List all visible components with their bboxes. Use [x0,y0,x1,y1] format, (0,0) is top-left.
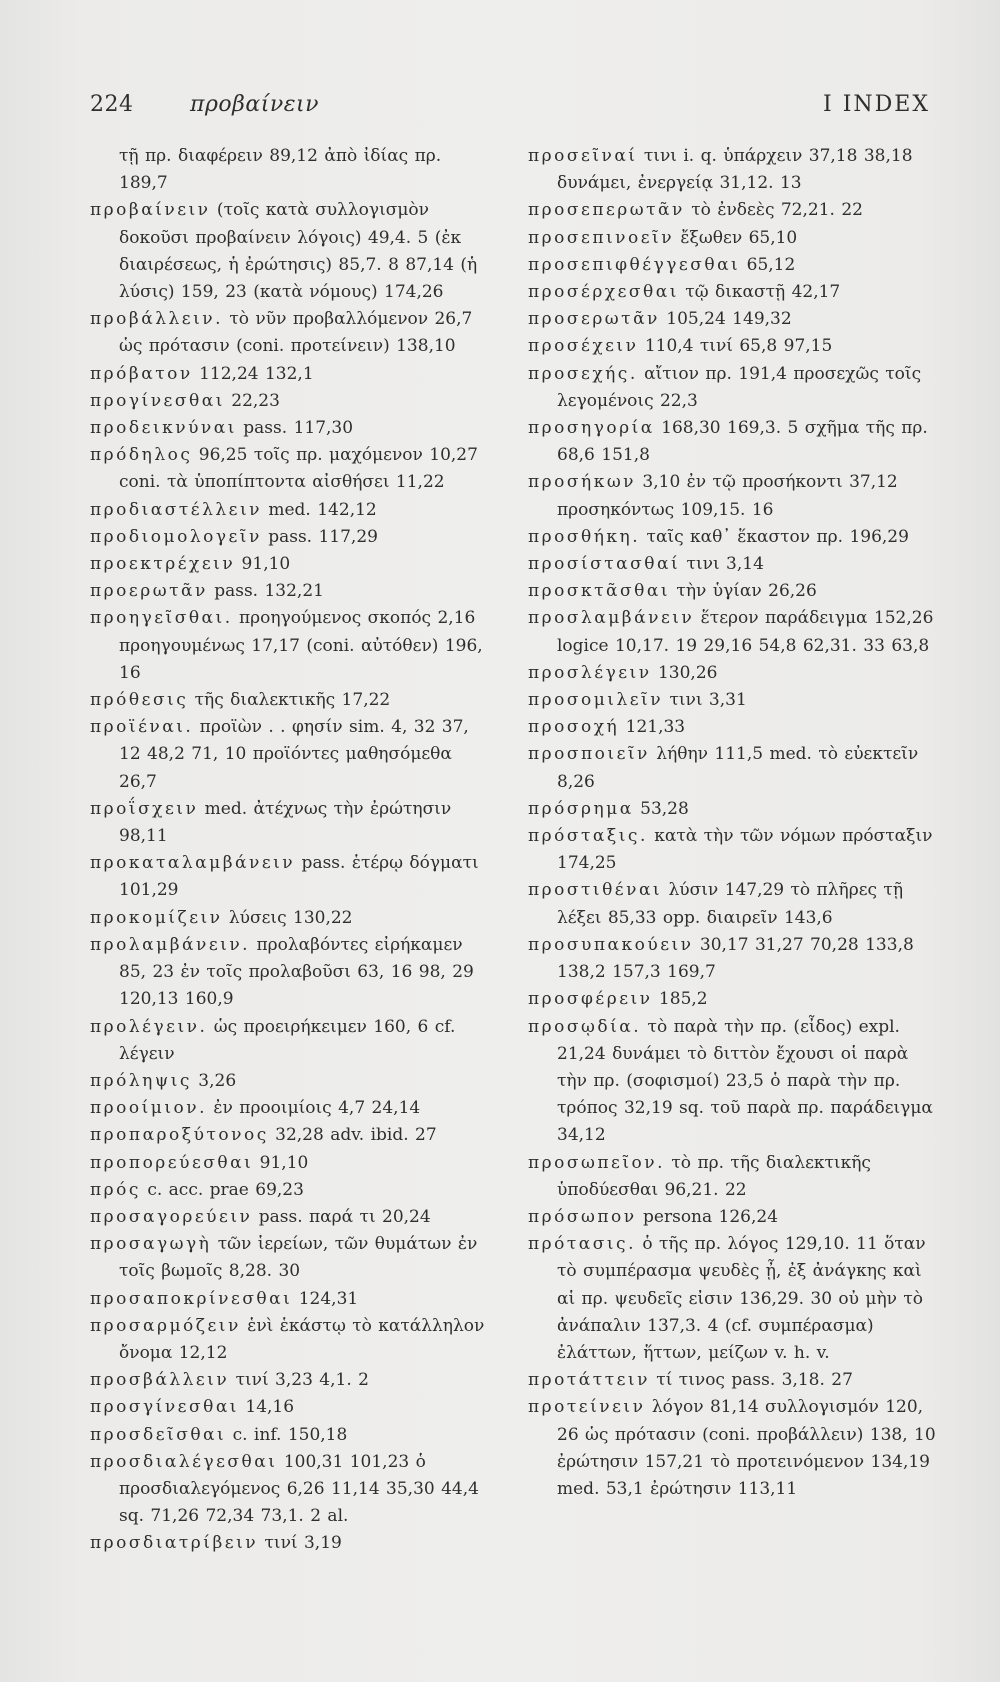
entry-references: 91,10 [253,1152,309,1173]
entry-lemma: προσλέγειν [528,662,652,683]
index-entry [528,714,938,741]
entry-lemma: προσδιαλέγεσθαι [90,1451,278,1472]
entry-lemma: πρόληψις [90,1070,192,1091]
right-index-column [528,143,938,1503]
index-entry [90,1286,495,1313]
entry-references: 22,23 [224,390,280,411]
entry-references: 124,31 [292,1288,359,1309]
entry-references: τινι i. q. ὑπάρχειν 37,18 38,18 δυνάμει, ἐνεργείᾳ 31,12. 13 [557,146,913,194]
entry-references: ὡς προειρήκειμεν 160, 6 cf. λέγειν [119,1016,456,1064]
index-entry [528,279,938,306]
entry-lemma: προβαίνειν [90,200,211,221]
index-entry [528,932,938,986]
entry-references: 96,25 τοῖς πρ. μαχόμενον 10,27 coni. τὰ ὑποπίπτοντα αἰσθήσει 11,22 [119,445,478,493]
index-entry [90,1394,495,1421]
index-entry [90,1530,495,1557]
index-entry [90,1449,495,1531]
entry-lemma: προσερωτᾶν [528,309,660,330]
entry-references: ἐν προοιμίοις 4,7 24,14 [207,1098,421,1119]
index-entry [90,1122,495,1149]
index-entry [528,660,938,687]
index-entry [90,1422,495,1449]
entry-lemma: προσαγορεύειν [90,1206,253,1227]
entry-lemma: προβάλλειν. [90,309,223,330]
entry-references: med. ἀτέχνως τὴν ἐρώτησιν 98,11 [119,798,452,847]
entry-references: 3,10 ἐν τῷ προσήκοντι 37,12 προσηκόντως 109,15. 16 [557,472,898,520]
entry-references: προλαβόντες εἰρήκαμεν 85, 23 ἐν τοῖς προλαβοῦσι 63, 16 98, 29 120,13 160,9 [119,934,474,1010]
entry-lemma: προπορεύεσθαι [90,1152,254,1173]
entry-lemma: προσεῖναί [528,146,638,166]
index-entry [528,1150,938,1204]
entry-lemma: προσλαμβάνειν [528,608,695,629]
entry-references: pass. 132,21 [207,581,324,602]
index-entry [90,1367,495,1394]
index-entry [528,578,938,605]
index-entry [90,197,495,306]
index-entry [528,877,938,931]
index-entry [528,796,938,823]
running-head: προβαίνειν [190,92,320,117]
entry-lemma: προσέρχεσθαι [528,282,679,303]
index-entry [90,1177,495,1204]
entry-references: ἔξωθεν 65,10 [674,227,798,248]
index-entry [90,905,495,932]
index-entry [90,1231,495,1285]
entry-references: τῶν ἱερείων, τῶν θυμάτων ἐν τοῖς βωμοῖς 8,28. 30 [119,1234,478,1282]
entry-lemma: προπαροξύτονος [90,1125,269,1146]
index-entry [90,497,495,524]
entry-lemma: προσαποκρίνεσθαι [90,1288,293,1309]
entry-references: τῷ δικαστῇ 42,17 [678,282,841,303]
index-entry [528,986,938,1013]
page-header [90,92,930,126]
index-entry [528,306,938,333]
entry-references: 3,26 [191,1070,237,1091]
entry-lemma: πρόδηλος [90,445,193,466]
entry-references: 30,17 31,27 70,28 133,8 138,2 157,3 169,7 [557,934,914,983]
entry-references: τινι 3,14 [680,554,764,575]
entry-lemma: πρόσωπον [528,1206,637,1227]
index-entry [528,1394,938,1503]
entry-references: 121,33 [619,717,686,738]
entry-lemma: προσηγορία [528,418,655,439]
entry-lemma: προλέγειν. [90,1016,208,1037]
entry-references: 32,28 adv. ibid. 27 [268,1125,437,1146]
entry-lemma: προσήκων [528,472,637,493]
entry-references: 91,10 [235,554,291,575]
entry-references: ὁ τῆς πρ. λόγος 129,10. 11 ὅταν τὸ συμπέρασμα ψευδὲς ᾖ, ἐξ ἀνάγκης καὶ αἱ πρ. ψευδεῖς εἰσιν 136,29. 30 οὐ μὴν τὸ ἀνάπαλιν 137,3. 4 (cf. συμπέρασμα) ἐλάττων, ἥττων, μείζων v. h. v. [557,1234,926,1363]
entry-lemma: προεκτρέχειν [90,554,236,575]
entry-lemma: προλαμβάνειν. [90,934,251,955]
entry-lemma: προσαρμόζειν [90,1315,241,1336]
entry-references: τὴν ὑγίαν 26,26 [670,581,817,602]
entry-references: ἕτερον παράδειγμα 152,26 logice 10,17. 19 29,16 54,8 62,31. 33 63,8 [557,608,934,656]
entry-references: persona 126,24 [636,1206,779,1227]
entry-references: τινι 3,31 [663,690,747,711]
entry-references: 110,4 τινί 65,8 97,15 [638,336,833,357]
entry-references: προϊὼν . . φησίν sim. 4, 32 37, 12 48,2 71, 10 προϊόντες μαθησόμεθα 26,7 [119,717,469,792]
entry-lemma: προδεικνύναι [90,418,237,439]
entry-lemma: προδιαστέλλειν [90,499,262,520]
entry-lemma: προσαγωγὴ [90,1234,212,1255]
index-entry [90,361,495,388]
entry-references: pass. 117,29 [261,526,378,547]
index-entry [90,850,495,904]
index-entry [90,932,495,1014]
entry-references: λύσιν 147,29 τὸ πλῆρες τῇ λέξει 85,33 opp. διαιρεῖν 143,6 [557,880,904,928]
page-number: 224 [90,92,134,117]
index-entry [528,551,938,578]
entry-references: 65,12 [740,254,796,275]
entry-lemma: προκαταλαμβάνειν [90,853,296,874]
entry-lemma: προσκτᾶσθαι [528,581,671,602]
entry-lemma: προσποιεῖν [528,744,650,765]
entry-references: τῇ πρ. διαφέρειν 89,12 ἀπὸ ἰδίας πρ. 189,7 [119,146,442,194]
index-entry [90,388,495,415]
entry-references: med. 142,12 [261,499,377,520]
index-entry [90,1014,495,1068]
index-entry [90,415,495,442]
entry-references: 14,16 [238,1397,295,1418]
index-entry [528,1367,938,1394]
index-entry [90,605,495,687]
entry-references: 105,24 149,32 [659,309,792,330]
index-entry [528,333,938,360]
entry-lemma: προσίστασθαί [528,554,681,575]
index-entry [528,823,938,877]
index-entry [90,1150,495,1177]
entry-lemma: προσεχής. [528,363,638,384]
entry-lemma: προσδεῖσθαι [90,1424,227,1445]
entry-references: τινί 3,23 4,1. 2 [229,1370,369,1391]
entry-lemma: πρόσρημα [528,798,634,819]
section-title: I INDEX [823,92,930,117]
entry-references: προηγούμενος σκοπός 2,16 προηγουμένως 17,17 (coni. αὐτόθεν) 196, 16 [119,608,483,683]
index-entry [90,1204,495,1231]
index-entry [90,524,495,551]
entry-references: c. inf. 150,18 [226,1424,348,1445]
entry-references: 185,2 [652,989,708,1010]
entry-lemma: προστιθέναι [528,880,663,901]
entry-lemma: πρόσταξις. [528,826,648,847]
left-index-column [90,143,495,1558]
index-entry [90,1313,495,1367]
entry-lemma: προσυπακούειν [528,934,694,955]
entry-references: τῆς διαλεκτικῆς 17,22 [188,690,391,711]
entry-references: pass. 117,30 [236,418,354,439]
entry-lemma: προσεπιφθέγγεσθαι [528,254,741,275]
entry-lemma: προερωτᾶν [90,581,208,602]
entry-lemma: προτάττειν [528,1370,650,1391]
entry-lemma: προγίνεσθαι [90,390,225,411]
entry-references: λόγον 81,14 συλλογισμόν 120, 26 ὡς πρότασιν (coni. προβάλλειν) 138, 10 ἐρώτησιν 157,21 τὸ προτεινόμενον 134,19 med. 53,1 ἐρώτησιν 113,11 [557,1397,936,1499]
index-entry [90,714,495,796]
entry-references: (τοῖς κατὰ συλλογισμὸν δοκοῦσι προβαίνειν λόγοις) 49,4. 5 (ἐκ διαιρέσεως, ἡ ἐρώτησις) 85,7. 8 87,14 (ἡ λύσις) 159, 23 (κατὰ νόμους) 174,26 [119,200,478,303]
index-entry [528,605,938,659]
entry-references: τί τινος pass. 3,18. 27 [649,1370,853,1391]
index-entry [90,687,495,714]
index-entry [90,143,495,197]
entry-references: τινί 3,19 [258,1533,342,1554]
entry-lemma: πρότασις. [528,1234,636,1255]
entry-references: pass. παρά τι 20,24 [252,1206,431,1227]
index-entry [528,225,938,252]
entry-lemma: προσοχή [528,717,620,738]
entry-references: τὸ ἐνδεὲς 72,21. 22 [684,200,863,221]
entry-lemma: προσφέρειν [528,989,653,1010]
entry-references: 130,26 [651,662,718,683]
entry-references: ταῖς καθ᾽ ἕκαστον πρ. 196,29 [640,526,909,547]
entry-references: κατὰ τὴν τῶν νόμων πρόσταξιν 174,25 [557,826,933,874]
entry-lemma: προσωπεῖον. [528,1152,665,1173]
entry-lemma: προσδιατρίβειν [90,1533,259,1554]
entry-lemma: προτείνειν [528,1397,646,1418]
entry-references: αἴτιον πρ. 191,4 προσεχῶς τοῖς λεγομένοις 22,3 [557,363,922,411]
entry-lemma: προσεπερωτᾶν [528,200,685,221]
entry-references: ἑνὶ ἑκάστῳ τὸ κατάλληλον ὄνομα 12,12 [119,1315,485,1363]
index-entry [90,796,495,850]
index-entry [90,1068,495,1095]
index-entry [528,469,938,523]
index-entry [528,415,938,469]
entry-references: τὸ πρ. τῆς διαλεκτικῆς ὑποδύεσθαι 96,21. 22 [557,1152,871,1200]
entry-references: τὸ νῦν προβαλλόμενον 26,7 ὡς πρότασιν (coni. προτείνειν) 138,10 [119,309,473,357]
entry-lemma: προσῳδία. [528,1016,642,1037]
entry-lemma: προοίμιον. [90,1098,207,1119]
index-entry [90,442,495,496]
entry-references: τὸ παρὰ τὴν πρ. (εἶδος) expl. 21,24 δυνάμει τὸ διττὸν ἔχουσι οἱ παρὰ τὴν πρ. (σοφισμοί) 23,5 ὁ παρὰ τὴν πρ. τρόπος 32,19 sq. τοῦ παρὰ πρ. παράδειγμα 34,12 [557,1016,933,1146]
entry-references: 112,24 132,1 [192,363,314,384]
entry-lemma: προσεπινοεῖν [528,227,675,248]
entry-lemma: πρός [90,1179,141,1200]
entry-references: 100,31 101,23 ὁ προσδιαλεγόμενος 6,26 11,14 35,30 44,4 sq. 71,26 72,34 73,1. 2 al. [119,1451,479,1527]
index-entry [528,524,938,551]
index-entry [90,551,495,578]
index-entry [528,1231,938,1367]
index-entry [528,197,938,224]
entry-lemma: προηγεῖσθαι. [90,608,233,629]
entry-lemma: προσθήκη. [528,526,641,547]
index-entry [528,1014,938,1150]
index-entry [528,361,938,415]
entry-lemma: προσέχειν [528,336,639,357]
entry-lemma: πρόβατον [90,363,193,384]
index-entry [90,578,495,605]
entry-lemma: προσβάλλειν [90,1370,230,1391]
entry-lemma: προκομίζειν [90,907,223,928]
entry-references: pass. ἑτέρῳ δόγματι 101,29 [119,853,479,901]
entry-lemma: προϊέναι. [90,717,194,738]
index-entry [528,741,938,795]
entry-references: λήθην 111,5 med. τὸ εὐεκτεῖν 8,26 [557,744,919,792]
index-entry [528,687,938,714]
index-entry [90,1095,495,1122]
index-entry [528,1204,938,1231]
entry-lemma: πρόθεσις [90,690,189,711]
index-entry [528,143,938,197]
entry-lemma: προσγίνεσθαι [90,1397,239,1418]
entry-references: 168,30 169,3. 5 σχῆμα τῆς πρ. 68,6 151,8 [557,418,928,466]
entry-lemma: προΐσχειν [90,798,199,819]
entry-references: c. acc. prae 69,23 [140,1179,304,1200]
entry-lemma: προσομιλεῖν [528,690,664,711]
entry-lemma: προδιομολογεῖν [90,526,262,547]
index-entry [90,306,495,360]
entry-references: λύσεις 130,22 [222,907,353,928]
entry-references: 53,28 [633,798,689,819]
index-entry [528,252,938,279]
